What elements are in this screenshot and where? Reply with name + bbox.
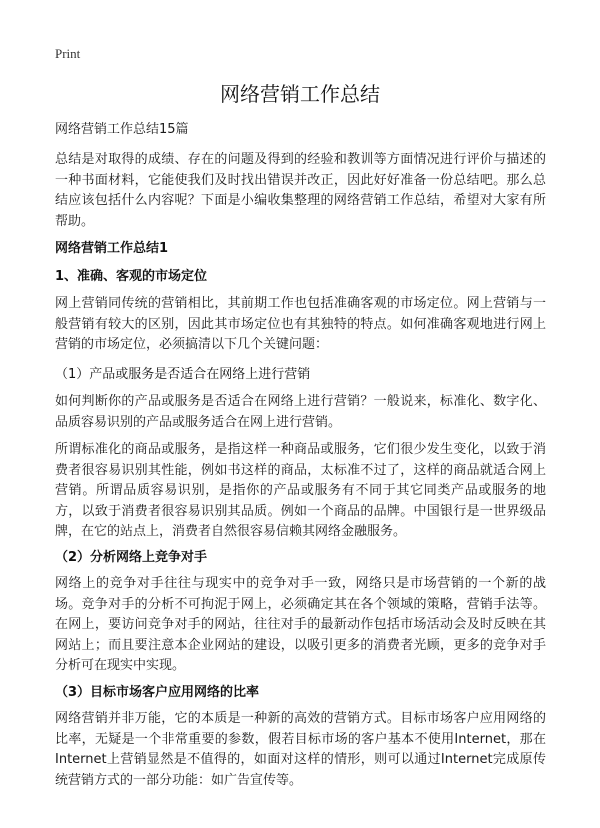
print-link[interactable]: Print [55,46,81,61]
subheading-1: （1）产品或服务是否适合在网络上进行营销 [55,367,311,382]
sub1-paragraph-2: 所谓标准化的商品或服务，是指这样一种商品或服务，它们很少发生变化，以致于消费者很容易识别其性能，例如书这样的商品，太标准不过了，这样的商品就适合网上营销。所谓品质容易识别，是指你的产品或服务有不同于其它同类产品或服务的地方，以致于消费者很容易识别其品质。例如一个商品的品牌。中国银行是一世界级品牌，在它的站点上，消费者自然很容易信赖其网络金融服务。 [55,442,546,539]
subtitle-line: 网络营销工作总结15篇 [55,122,189,137]
sub1-paragraph-1: 如何判断你的产品或服务是否适合在网络上进行营销？一般说来，标准化、数字化、品质容易识别的产品或服务适合在网上进行营销。 [55,394,546,430]
point-paragraph: 网上营销同传统的营销相比，其前期工作也包括准确客观的市场定位。网上营销与一般营销有较大的区别，因此其市场定位也有其独特的特点。如何准确客观地进行网上营销的市场定位，必须搞清以下几个关键问题： [55,296,546,352]
point-heading: 1、准确、客观的市场定位 [55,269,208,284]
page-title: 网络营销工作总结 [220,82,380,106]
sub2-paragraph: 网络上的竞争对手往往与现实中的竞争对手一致，网络只是市场营销的一个新的战场。竞争对手的分析不可拘泥于网上，必须确定其在各个领域的策略，营销手法等。在网上，要访问竞争对手的网站，往往对手的最新动作包括市场活动会及时反映在其网站上；而且要注意本企业网站的建设，以吸引更多的消费者光顾，更多的竞争对手分析可在现实中实现。 [55,576,546,673]
subheading-2: （2）分析网络上竞争对手 [55,550,208,565]
section-heading: 网络营销工作总结1 [55,241,169,256]
sub3-paragraph: 网络营销并非万能，它的本质是一种新的高效的营销方式。目标市场客户应用网络的比率，无疑是一个非常重要的参数，假若目标市场的客户基本不使用Internet，那在Internet上营销显然是不值得的，如面对这样的情形，则可以通过Internet完成原传统营销方式的一部分功能：如广告宣传等。 [55,711,546,788]
intro-paragraph: 总结是对取得的成绩、存在的问题及得到的经验和教训等方面情况进行评价与描述的一种书面材料，它能使我们及时找出错误并改正，因此好好准备一份总结吧。那么总结应该包括什么内容呢？下面是小编收集整理的网络营销工作总结，希望对大家有所帮助。 [55,152,546,229]
subheading-3: （3）目标市场客户应用网络的比率 [55,685,260,700]
